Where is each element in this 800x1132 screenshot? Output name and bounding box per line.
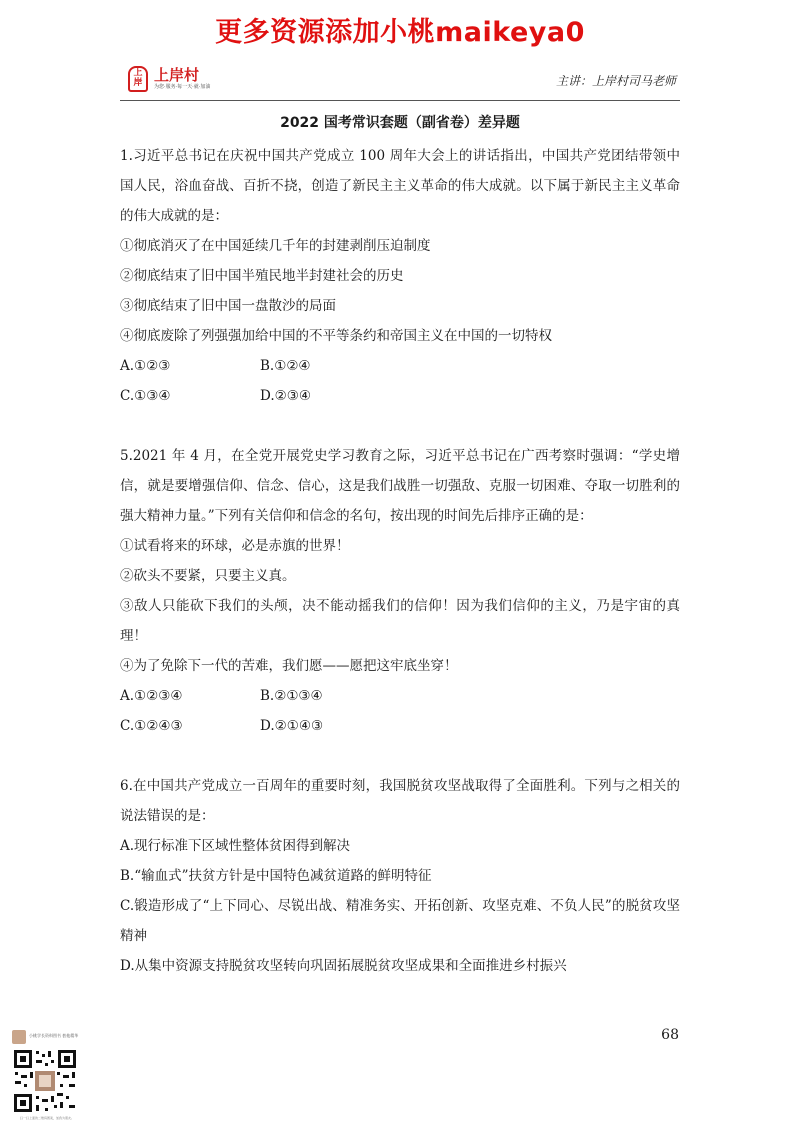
avatar: [12, 1030, 26, 1044]
statement-item: ③敌人只能砍下我们的头颅，决不能动摇我们的信仰！因为我们信仰的主义，乃是宇宙的真理！: [120, 598, 680, 644]
question-list: [120, 141, 680, 981]
option-row: [120, 681, 680, 711]
question-stem: 5.2021 年 4 月，在全党开展党史学习教育之际，习近平总书记在广西考察时强调：“学史增信，就是要增强信仰、信念、信心，这是我们战胜一切强敌、克服一切困难、夺取一切胜利的强大精神力量。”下列有关信仰和信念的名句，按出现的时间先后排序正确的是：: [120, 448, 680, 524]
logo-slogan: 为您·服务·每一天·就·加油: [154, 84, 211, 90]
qr-caption: 小桃学长资料图书 套他精华: [29, 1033, 79, 1038]
watermark-banner: 更多资源添加小桃maikeya0: [215, 17, 585, 48]
question-block: [120, 771, 680, 981]
question-block: [120, 141, 680, 411]
logo-mark-icon: 上岸: [128, 66, 148, 92]
page-number: 68: [661, 1027, 679, 1043]
statement-item: ①试看将来的环球，必是赤旗的世界！: [120, 538, 350, 554]
option-c: C.①②④③: [120, 718, 183, 734]
statement-item: ③彻底结束了旧中国一盘散沙的局面: [120, 298, 336, 314]
logo-name: 上岸村: [154, 66, 200, 84]
question-stem: 1.习近平总书记在庆祝中国共产党成立 100 周年大会上的讲话指出，中国共产党团结带领中国人民，浴血奋战、百折不挠，创造了新民主主义革命的伟大成就。以下属于新民主主义革命的伟大成就的是：: [120, 148, 680, 224]
lecturer-credit: 主讲：上岸村司马老师: [555, 74, 676, 88]
option-d: D.②①④③: [260, 718, 324, 734]
statement-item: ④彻底废除了列强强加给中国的不平等条约和帝国主义在中国的一切特权: [120, 328, 552, 344]
option-d: D.从集中资源支持脱贫攻坚转向巩固拓展脱贫攻坚成果和全面推进乡村振兴: [120, 958, 567, 974]
qr-code-icon: [12, 1048, 78, 1114]
document-title: 2022 国考常识套题（副省卷）差异题: [280, 115, 520, 131]
question-block: [120, 441, 680, 741]
option-row: [120, 711, 680, 741]
statement-item: ②砍头不要紧，只要主义真。: [120, 568, 296, 584]
qr-promo: [10, 1030, 90, 1122]
page-header: [120, 62, 680, 101]
statement-item: ②彻底结束了旧中国半殖民地半封建社会的历史: [120, 268, 404, 284]
option-b: B.②①③④: [260, 688, 323, 704]
option-a: A.①②③④: [120, 688, 183, 704]
question-stem: 6.在中国共产党成立一百周年的重要时刻，我国脱贫攻坚战取得了全面胜利。下列与之相关的说法错误的是：: [120, 778, 680, 824]
option-b: B.①②④: [260, 358, 311, 374]
option-row: [120, 381, 680, 411]
option-a: A.现行标准下区域性整体贫困得到解决: [120, 838, 351, 854]
option-b: B.“输血式”扶贫方针是中国特色减贫道路的鲜明特征: [120, 868, 432, 884]
statement-item: ①彻底消灭了在中国延续几千年的封建剥削压迫制度: [120, 238, 431, 254]
option-a: A.①②③: [120, 358, 171, 374]
option-d: D.②③④: [260, 388, 311, 404]
option-row: [120, 351, 680, 381]
option-c: C.锻造形成了“上下同心、尽锐出战、精准务实、开拓创新、攻坚克难、不负人民”的脱贫攻坚精神: [120, 898, 680, 944]
brand-logo: [128, 66, 210, 92]
option-c: C.①③④: [120, 388, 171, 404]
qr-footer: 扫一扫上面的二维码图案，加我为朋友。: [20, 1116, 75, 1120]
statement-item: ④为了免除下一代的苦难，我们愿——愿把这牢底坐穿！: [120, 658, 458, 674]
